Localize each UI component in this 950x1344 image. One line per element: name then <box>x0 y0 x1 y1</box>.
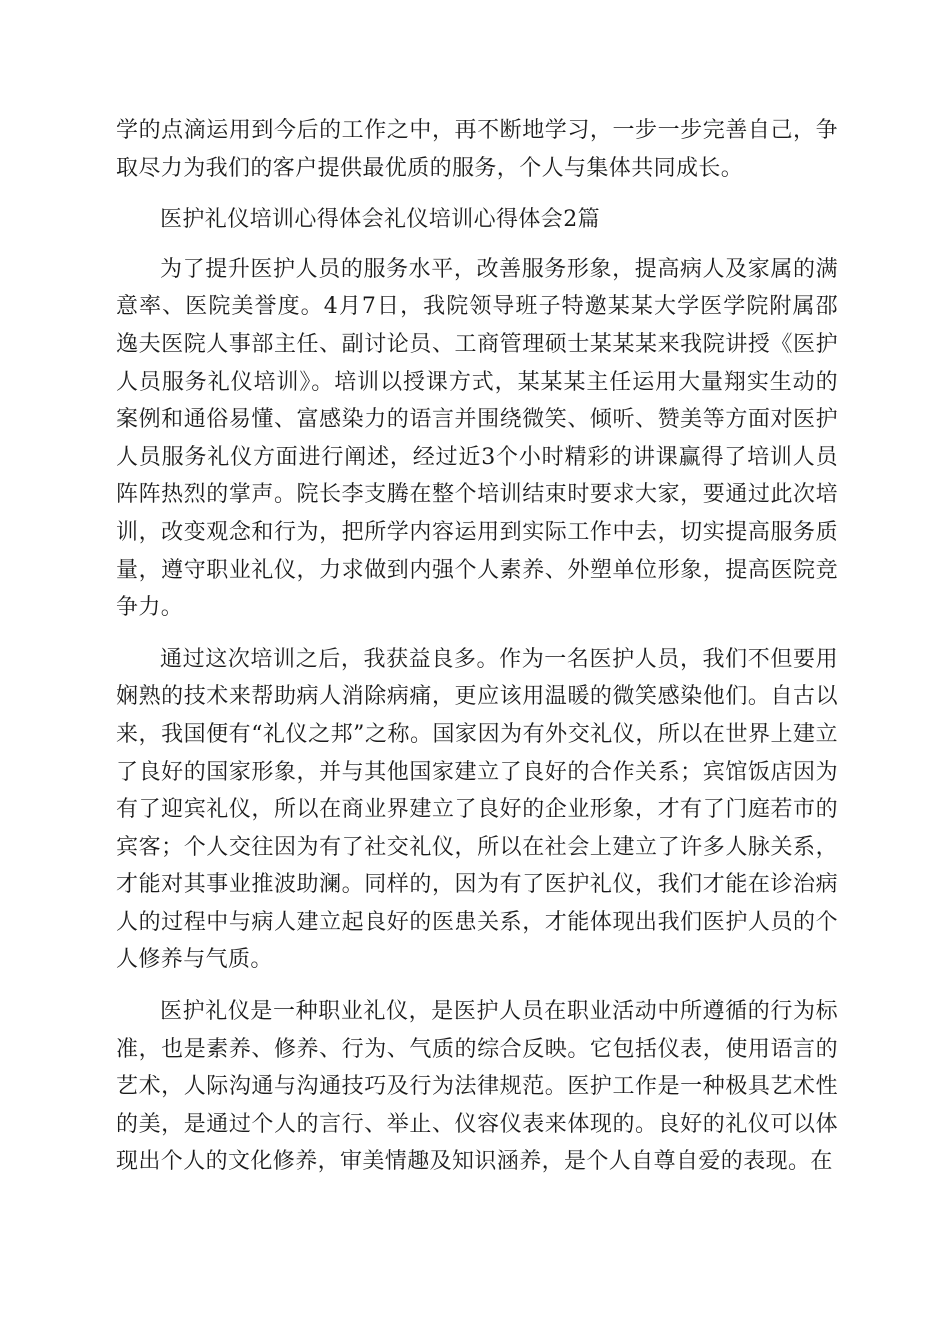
section-title: 医护礼仪培训心得体会礼仪培训心得体会2篇 <box>160 207 600 233</box>
paragraph-continuation: 学的点滴运用到今后的工作之中，再不断地学习，一步一步完善自己，争取尽力为我们的客户提供最优质的服务，个人与集体共同成长。 <box>116 118 838 181</box>
paragraph-etiquette-definition: 医护礼仪是一种职业礼仪，是医护人员在职业活动中所遵循的行为标准，也是素养、修养、行为、气质的综合反映。它包括仪表，使用语言的艺术，人际沟通与沟通技巧及行为法律规范。医护工作是一种极具艺术性的美，是通过个人的言行、举止、仪容仪表来体现的。良好的礼仪可以体现出个人的文化修养，审美情趣及知识涵养，是个人自尊自爱的表现。在 <box>116 999 838 1175</box>
paragraph-training-intro: 为了提升医护人员的服务水平，改善服务形象，提高病人及家属的满意率、医院美誉度。4月7日，我院领导班子特邀某某大学医学院附属邵逸夫医院人事部主任、副讨论员、工商管理硕士某某某来我院讲授《医护人员服务礼仪培训》。培训以授课方式，某某某主任运用大量翔实生动的案例和通俗易懂、富感染力的语言并围绕微笑、倾听、赞美等方面对医护人员服务礼仪方面进行阐述，经过近3个小时精彩的讲课赢得了培训人员阵阵热烈的掌声。院长李支腾在整个培训结束时要求大家，要通过此次培训，改变观念和行为，把所学内容运用到实际工作中去，切实提高服务质量，遵守职业礼仪，力求做到内强个人素养、外塑单位形象，提高医院竞争力。 <box>116 256 838 621</box>
paragraph-benefits: 通过这次培训之后，我获益良多。作为一名医护人员，我们不但要用娴熟的技术来帮助病人消除病痛，更应该用温暖的微笑感染他们。自古以来，我国便有“礼仪之邦”之称。国家因为有外交礼仪，所以在世界上建立了良好的国家形象，并与其他国家建立了良好的合作关系；宾馆饭店因为有了迎宾礼仪，所以在商业界建立了良好的企业形象，才有了门庭若市的宾客；个人交往因为有了社交礼仪，所以在社会上建立了许多人脉关系，才能对其事业推波助澜。同样的，因为有了医护礼仪，我们才能在诊治病人的过程中与病人建立起良好的医患关系，才能体现出我们医护人员的个人修养与气质。 <box>116 646 838 973</box>
document-body <box>116 112 838 1195</box>
